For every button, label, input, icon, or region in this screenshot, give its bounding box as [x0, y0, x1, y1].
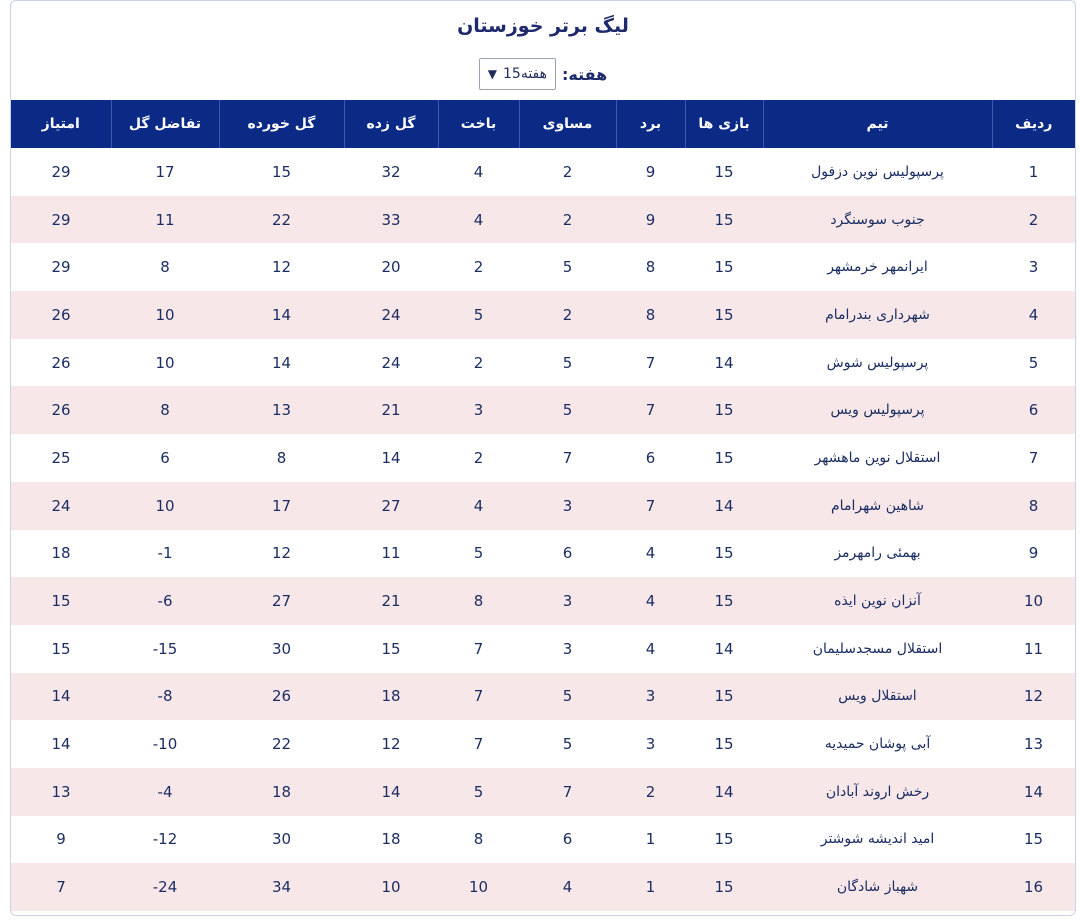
- col-header-points: امتیاز: [41, 116, 80, 132]
- cell-lost: 2: [473, 258, 484, 277]
- cell-goals-against: 22: [271, 735, 292, 754]
- cell-drawn: 3: [562, 496, 573, 515]
- cell-drawn: 7: [562, 448, 573, 467]
- cell-goals-for: 18: [381, 687, 401, 706]
- cell-drawn: 5: [562, 258, 573, 277]
- cell-goal-difference: 11: [155, 210, 175, 229]
- cell-won: 8: [645, 258, 656, 277]
- cell-goal-difference: 1-: [157, 544, 173, 563]
- cell-lost: 7: [473, 735, 484, 754]
- cell-rank: 8: [1028, 496, 1039, 515]
- cell-goals-for: 20: [381, 258, 401, 277]
- cell-lost: 3: [473, 401, 484, 420]
- cell-played: 14: [714, 639, 734, 658]
- cell-goals-for: 33: [381, 210, 401, 229]
- cell-drawn: 2: [562, 162, 573, 181]
- cell-rank: 10: [1023, 592, 1044, 611]
- cell-points: 13: [51, 782, 71, 801]
- cell-rank: 3: [1028, 258, 1039, 277]
- cell-won: 9: [645, 162, 656, 181]
- col-header-rank: ردیف: [992, 100, 1075, 148]
- cell-rank: 9: [1028, 544, 1039, 563]
- col-header-played: بازی ها: [685, 100, 763, 148]
- cell-goals-against: 27: [271, 592, 292, 611]
- cell-lost: 10: [468, 878, 489, 897]
- cell-lost: 8: [473, 592, 484, 611]
- cell-lost: 5: [473, 782, 484, 801]
- table-row: [11, 816, 1075, 864]
- table-row: [11, 863, 1075, 911]
- cell-rank: 15: [1023, 830, 1044, 849]
- table-row: [11, 196, 1075, 244]
- col-header-team: تیم: [763, 100, 992, 148]
- cell-played: 15: [714, 687, 734, 706]
- cell-drawn: 3: [562, 592, 573, 611]
- cell-played: 14: [714, 496, 734, 515]
- cell-rank: 11: [1023, 639, 1044, 658]
- cell-played: 15: [714, 830, 734, 849]
- cell-goal-difference: 24-: [152, 878, 178, 897]
- cell-drawn: 6: [562, 830, 573, 849]
- cell-lost: 5: [473, 305, 484, 324]
- cell-goals-against: 34: [271, 878, 292, 897]
- cell-goal-difference: 12-: [152, 830, 178, 849]
- cell-rank: 4: [1028, 305, 1039, 324]
- cell-drawn: 4: [562, 878, 573, 897]
- cell-goals-for: 11: [381, 544, 401, 563]
- cell-goal-difference: 8: [160, 401, 170, 420]
- cell-goal-difference: 15-: [152, 639, 178, 658]
- table-row: [11, 720, 1075, 768]
- cell-won: 3: [645, 735, 656, 754]
- table-row: [11, 673, 1075, 721]
- cell-won: 1: [645, 878, 656, 897]
- cell-goals-against: 26: [271, 687, 292, 706]
- table-row: [11, 148, 1075, 196]
- cell-goals-for: 32: [381, 162, 401, 181]
- cell-lost: 7: [473, 639, 484, 658]
- cell-team: استقلال نوین ماهشهر: [814, 449, 941, 466]
- cell-goals-for: 18: [381, 830, 401, 849]
- cell-rank: 16: [1023, 878, 1044, 897]
- week-filter: [11, 57, 1075, 91]
- cell-lost: 2: [473, 353, 484, 372]
- cell-won: 7: [645, 496, 656, 515]
- cell-lost: 5: [473, 544, 484, 563]
- cell-played: 15: [714, 878, 734, 897]
- cell-lost: 4: [473, 210, 484, 229]
- table-row: [11, 625, 1075, 673]
- cell-played: 15: [714, 735, 734, 754]
- cell-goals-against: 18: [271, 782, 292, 801]
- league-table-card: [10, 0, 1076, 916]
- cell-won: 4: [645, 639, 656, 658]
- cell-team: بهمئی رامهرمز: [834, 545, 921, 562]
- cell-played: 15: [714, 544, 734, 563]
- cell-team: امید اندیشه شوشتر: [820, 831, 935, 848]
- cell-played: 14: [714, 782, 734, 801]
- week-select-value: هفته15: [502, 66, 548, 82]
- cell-points: 14: [51, 735, 71, 754]
- col-header-lost: باخت: [438, 100, 519, 148]
- cell-played: 15: [714, 401, 734, 420]
- cell-goals-for: 21: [381, 592, 401, 611]
- cell-won: 4: [645, 544, 656, 563]
- cell-rank: 5: [1028, 353, 1039, 372]
- cell-goal-difference: 8: [160, 258, 170, 277]
- cell-goal-difference: 10: [155, 496, 175, 515]
- cell-lost: 2: [473, 448, 484, 467]
- cell-points: 18: [51, 544, 71, 563]
- cell-points: 26: [51, 401, 71, 420]
- cell-drawn: 5: [562, 735, 573, 754]
- cell-goal-difference: 6-: [157, 592, 173, 611]
- cell-played: 15: [714, 305, 734, 324]
- week-select-dropdown[interactable]: [479, 58, 556, 90]
- cell-team: پرسپولیس ویس: [830, 402, 925, 419]
- cell-points: 29: [51, 162, 71, 181]
- cell-won: 7: [645, 401, 656, 420]
- cell-goals-for: 24: [381, 305, 401, 324]
- cell-goals-against: 30: [271, 639, 292, 658]
- cell-goal-difference: 10: [155, 305, 175, 324]
- cell-drawn: 2: [562, 210, 573, 229]
- cell-goal-difference: 17: [155, 162, 175, 181]
- cell-rank: 13: [1023, 735, 1044, 754]
- col-header-drawn: مساوی: [519, 100, 616, 148]
- cell-won: 6: [645, 448, 656, 467]
- cell-goals-for: 10: [381, 878, 401, 897]
- table-row: [11, 577, 1075, 625]
- cell-team: پرسپولیس شوش: [826, 354, 929, 371]
- cell-drawn: 2: [562, 305, 573, 324]
- cell-goals-against: 14: [271, 305, 292, 324]
- cell-points: 15: [51, 592, 71, 611]
- cell-team: شاهین شهرامام: [831, 497, 924, 514]
- cell-goals-for: 14: [381, 782, 401, 801]
- cell-goal-difference: 8-: [157, 687, 173, 706]
- table-row: [11, 291, 1075, 339]
- table-row: [11, 482, 1075, 530]
- cell-played: 15: [714, 210, 734, 229]
- cell-lost: 8: [473, 830, 484, 849]
- table-row: [11, 339, 1075, 387]
- cell-played: 14: [714, 353, 734, 372]
- cell-goals-against: 12: [271, 544, 292, 563]
- cell-rank: 12: [1023, 687, 1044, 706]
- cell-rank: 1: [1028, 162, 1039, 181]
- cell-team: پرسپولیس نوین دزفول: [811, 163, 944, 180]
- cell-goals-against: 15: [271, 162, 292, 181]
- cell-team: آبی پوشان حمیدیه: [824, 736, 931, 753]
- cell-drawn: 5: [562, 353, 573, 372]
- cell-drawn: 7: [562, 782, 573, 801]
- standings-table: [11, 100, 1075, 911]
- cell-lost: 7: [473, 687, 484, 706]
- cell-goal-difference: 6: [160, 448, 170, 467]
- cell-goals-for: 14: [381, 448, 401, 467]
- cell-played: 15: [714, 162, 734, 181]
- cell-goal-difference: 10: [155, 353, 175, 372]
- cell-points: 9: [56, 830, 66, 849]
- cell-points: 14: [51, 687, 71, 706]
- col-header-goals-for: گل زده: [344, 100, 438, 148]
- cell-goals-against: 8: [276, 448, 287, 467]
- cell-drawn: 5: [562, 687, 573, 706]
- cell-team: آنزان نوین ایذه: [834, 593, 921, 610]
- cell-points: 26: [51, 305, 71, 324]
- cell-rank: 14: [1023, 782, 1044, 801]
- table-row: [11, 243, 1075, 291]
- cell-points: 7: [56, 878, 66, 897]
- cell-team: ایرانمهر خرمشهر: [827, 259, 928, 276]
- cell-team: شهباز شادگان: [836, 879, 919, 896]
- cell-rank: 6: [1028, 401, 1039, 420]
- cell-team: استقلال ویس: [838, 688, 917, 705]
- cell-goals-against: 17: [271, 496, 292, 515]
- table-header-row: [11, 100, 1075, 148]
- week-label: هفته:: [562, 64, 608, 84]
- cell-drawn: 6: [562, 544, 573, 563]
- cell-goals-against: 22: [271, 210, 292, 229]
- cell-team: جنوب سوسنگرد: [830, 211, 925, 228]
- cell-goals-against: 12: [271, 258, 292, 277]
- cell-drawn: 5: [562, 401, 573, 420]
- cell-won: 7: [645, 353, 656, 372]
- cell-drawn: 3: [562, 639, 573, 658]
- cell-goals-against: 13: [271, 401, 292, 420]
- cell-points: 29: [51, 258, 71, 277]
- league-title: لیگ برتر خوزستان: [457, 15, 629, 37]
- cell-goals-for: 27: [381, 496, 401, 515]
- cell-goals-for: 21: [381, 401, 401, 420]
- cell-team: استقلال مسجدسلیمان: [812, 640, 943, 657]
- cell-points: 24: [51, 496, 71, 515]
- cell-goal-difference: 10-: [152, 735, 178, 754]
- cell-goal-difference: 4-: [157, 782, 173, 801]
- cell-played: 15: [714, 592, 734, 611]
- col-header-goals-against: گل خورده: [219, 100, 344, 148]
- cell-goals-against: 30: [271, 830, 292, 849]
- cell-played: 15: [714, 448, 734, 467]
- cell-points: 26: [51, 353, 71, 372]
- col-header-won: برد: [616, 100, 685, 148]
- table-row: [11, 434, 1075, 482]
- cell-lost: 4: [473, 496, 484, 515]
- cell-team: شهرداری بندرامام: [825, 306, 930, 323]
- cell-played: 15: [714, 258, 734, 277]
- cell-team: رخش اروند آبادان: [825, 783, 930, 800]
- cell-won: 9: [645, 210, 656, 229]
- cell-won: 8: [645, 305, 656, 324]
- cell-points: 15: [51, 639, 71, 658]
- col-header-goal-difference: تفاضل گل: [111, 100, 219, 148]
- cell-points: 25: [51, 448, 71, 467]
- chevron-down-icon: ▼: [487, 67, 497, 81]
- table-row: [11, 386, 1075, 434]
- cell-rank: 2: [1028, 210, 1039, 229]
- cell-goals-for: 12: [381, 735, 401, 754]
- cell-won: 4: [645, 592, 656, 611]
- cell-won: 2: [645, 782, 656, 801]
- cell-goals-for: 24: [381, 353, 401, 372]
- cell-goals-for: 15: [381, 639, 401, 658]
- cell-won: 1: [645, 830, 656, 849]
- cell-won: 3: [645, 687, 656, 706]
- cell-lost: 4: [473, 162, 484, 181]
- table-row: [11, 530, 1075, 578]
- table-row: [11, 768, 1075, 816]
- cell-points: 29: [51, 210, 71, 229]
- cell-goals-against: 14: [271, 353, 292, 372]
- cell-rank: 7: [1028, 448, 1039, 467]
